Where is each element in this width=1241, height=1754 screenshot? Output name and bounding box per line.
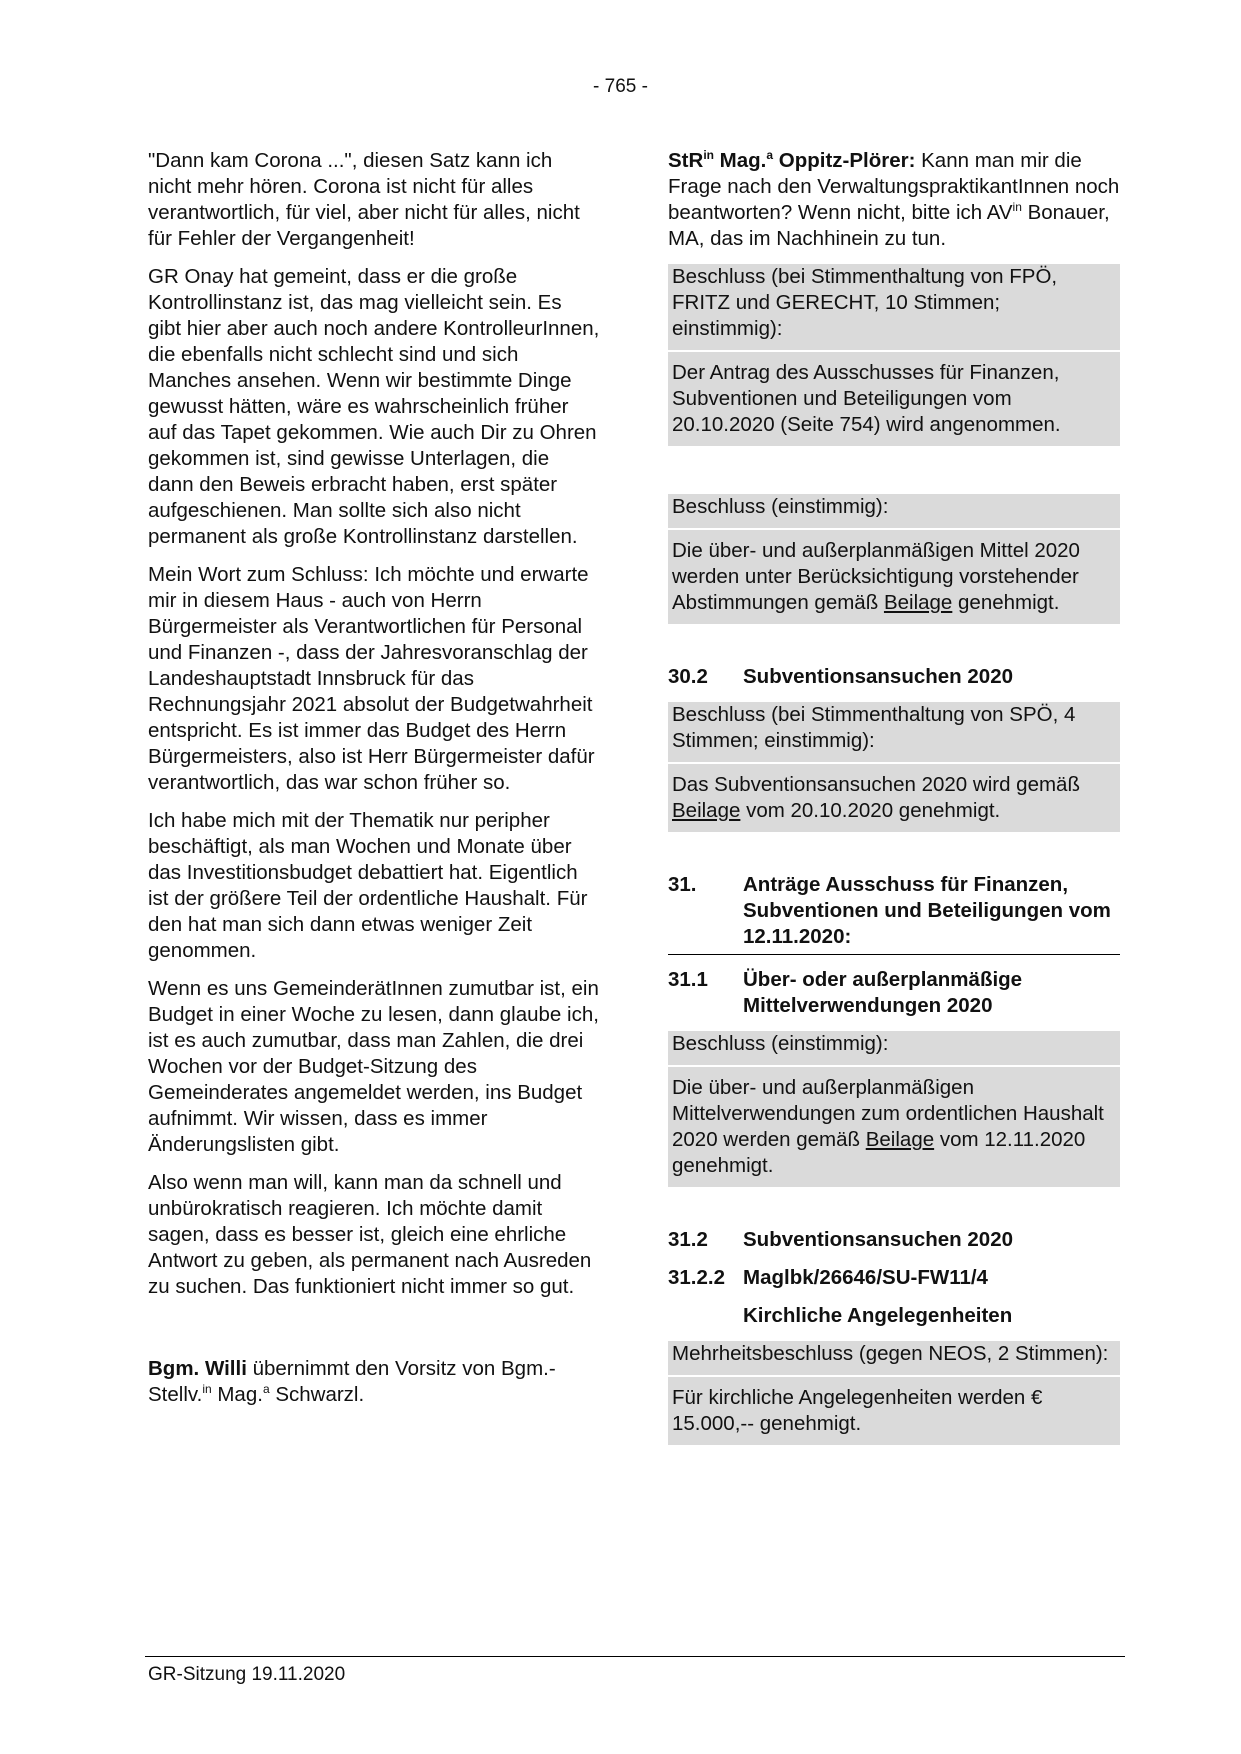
- speaker-name: [668, 149, 915, 172]
- heading-number: 31.: [668, 873, 697, 896]
- superscript: in: [703, 148, 714, 163]
- paragraph-thematik: Ich habe mich mit der Thematik nur peripher beschäftigt, als man Wochen und Monate über das Investitionsbudget debattiert hat. Eigentlich ist der größere Teil der ordentliche Haushalt. Für den hat man sich dann etwas weniger Zeit genommen.: [148, 809, 588, 962]
- beschluss-head: Beschluss (einstimmig):: [668, 494, 1120, 528]
- beilage-link[interactable]: Beilage: [865, 1128, 935, 1151]
- page-number: - 765 -: [593, 76, 648, 97]
- heading-31-2: [668, 1227, 1120, 1253]
- paragraph-kontrollinstanz: GR Onay hat gemeint, dass er die große Kontrollinstanz ist, das mag vielleicht sein. Es gibt hier aber auch noch andere KontrolleurInnen, die ebenfalls nicht schlecht sind und sich Manches ansehen. Wenn wir bestimmte Dinge gewusst hätten, wäre es wahrscheinlich früher auf das Tapet gekommen. Wie auch Dir zu Ohren gekommen ist, sind gewisse Unterlagen, die dann den Beweis erbracht haben, erst später aufgeschienen. Man sollte sich also nicht permanent als große Kontrollinstanz darstellen.: [148, 265, 600, 548]
- heading-title: Über- oder außerplanmäßige Mittelverwendungen 2020: [743, 968, 1023, 1017]
- heading-number: 31.2: [668, 1228, 708, 1251]
- heading-31: [668, 872, 1120, 955]
- heading-title: Subventionsansuchen 2020: [743, 1228, 1014, 1251]
- speaker-part: StR: [668, 149, 704, 172]
- beschluss-text: Für kirchliche Angelegenheiten werden € 15.000,-- genehmigt.: [668, 1375, 1120, 1445]
- speaker-part: Oppitz-Plörer:: [773, 149, 916, 172]
- heading-number: 31.2.2: [668, 1266, 725, 1289]
- heading-title: Anträge Ausschuss für Finanzen, Subventionen und Beteiligungen vom 12.11.2020:: [743, 873, 1111, 948]
- footer-divider: [145, 1656, 1125, 1657]
- vorsitz-text: übernimmt den Vorsitz von Bgm.-Stellv.: [148, 1357, 556, 1406]
- beschluss-text-part: vom 20.10.2020 genehmigt.: [740, 799, 1001, 822]
- beschluss-text-part: Die über- und außerplanmäßigen Mittelverwendungen zum ordentlichen Haushalt 2020 werden gemäß: [672, 1076, 1104, 1151]
- paragraph-gemeinderaetinnen: Wenn es uns GemeinderätInnen zumutbar ist, ein Budget in einer Woche zu lesen, dann glaube ich, ist es auch zumutbar, dass man Zahlen, die drei Wochen vor der Budget-Sitzung des Gemeinderates angemeldet werden, ins Budget aufnimmt. Wir wissen, dass es immer Änderungslisten gibt.: [148, 977, 599, 1156]
- beschluss-head: Beschluss (bei Stimmenthaltung von FPÖ, FRITZ und GERECHT, 10 Stimmen; einstimmig):: [668, 264, 1120, 350]
- paragraph-vorsitz: [148, 1356, 600, 1408]
- beschluss-block-4: [668, 1031, 1120, 1187]
- right-column: [668, 148, 1120, 1445]
- heading-30-2: [668, 664, 1120, 690]
- speech-text: Kann man mir die Frage nach den VerwaltungspraktikantInnen noch beantworten? Wenn nicht, bitte ich AV: [668, 149, 1120, 224]
- beschluss-text: [668, 528, 1120, 624]
- beschluss-block-2: [668, 494, 1120, 624]
- heading-title: Maglbk/26646/SU-FW11/4: [743, 1266, 988, 1289]
- beschluss-block-5: [668, 1341, 1120, 1445]
- beschluss-block-3: [668, 702, 1120, 832]
- paragraph-schluss: Mein Wort zum Schluss: Ich möchte und erwarte mir in diesem Haus - auch von Herrn Bürgermeister als Verantwortlichen für Personal und Finanzen -, dass der Jahresvoranschlag der Landeshauptstadt Innsbruck für das Rechnungsjahr 2021 absolut der Budgetwahrheit entspricht. Es ist immer das Budget des Herrn Bürgermeisters, also ist Herr Bürgermeister dafür verantwortlich, das war schon früher so.: [148, 563, 595, 794]
- beschluss-head: Mehrheitsbeschluss (gegen NEOS, 2 Stimmen):: [668, 1341, 1120, 1375]
- paragraph-corona: "Dann kam Corona ...", diesen Satz kann ich nicht mehr hören. Corona ist nicht für alles verantwortlich, für viel, aber nicht für alles, nicht für Fehler der Vergangenheit!: [148, 149, 580, 250]
- beilage-link[interactable]: Beilage: [672, 799, 741, 822]
- left-column: [148, 148, 600, 1420]
- heading-title: Subventionsansuchen 2020: [743, 665, 1014, 688]
- heading-number: 31.1: [668, 968, 708, 991]
- beschluss-text-part: vom 12.11.2020 genehmigt.: [672, 1128, 1086, 1177]
- paragraph-oppitz: [668, 148, 1120, 252]
- beschluss-text-part: genehmigt.: [952, 591, 1060, 614]
- beschluss-text: [668, 1065, 1120, 1187]
- speaker-name: Bgm. Willi: [148, 1357, 247, 1380]
- beschluss-text-part: Das Subventionsansuchen 2020 wird gemäß: [672, 773, 1080, 796]
- beschluss-text: Der Antrag des Ausschusses für Finanzen, Subventionen und Beteiligungen vom 20.10.2020 (Seite 754) wird angenommen.: [668, 350, 1120, 446]
- beschluss-head: Beschluss (einstimmig):: [668, 1031, 1120, 1065]
- paragraph-reagieren: Also wenn man will, kann man da schnell und unbürokratisch reagieren. Ich möchte damit sagen, dass es besser ist, gleich eine ehrliche Antwort zu geben, als permanent nach Ausreden zu suchen. Das funktioniert nicht immer so gut.: [148, 1171, 592, 1298]
- heading-31-2-2-subtitle: Kirchliche Angelegenheiten: [743, 1304, 1013, 1327]
- heading-31-2-2: [668, 1265, 1120, 1291]
- heading-number: 30.2: [668, 665, 708, 688]
- superscript: in: [1012, 200, 1022, 215]
- vorsitz-text: Schwarzl.: [269, 1383, 365, 1406]
- footer-text: GR-Sitzung 19.11.2020: [148, 1664, 346, 1685]
- superscript: in: [202, 1382, 212, 1397]
- beschluss-text: [668, 762, 1120, 832]
- speech-text: Bonauer, MA, das im Nachhinein zu tun.: [668, 201, 1110, 250]
- superscript: a: [766, 148, 774, 163]
- beschluss-block-1: [668, 264, 1120, 446]
- beschluss-text-part: Die über- und außerplanmäßigen Mittel 2020 werden unter Berücksichtigung vorstehender Abstimmungen gemäß: [672, 539, 1080, 614]
- beilage-link[interactable]: Beilage: [883, 591, 953, 614]
- heading-31-1: [668, 967, 1120, 1019]
- beschluss-head: Beschluss (bei Stimmenthaltung von SPÖ, 4 Stimmen; einstimmig):: [668, 702, 1120, 762]
- speaker-part: Mag.: [713, 149, 767, 172]
- superscript: a: [262, 1382, 270, 1397]
- vorsitz-text: Mag.: [211, 1383, 263, 1406]
